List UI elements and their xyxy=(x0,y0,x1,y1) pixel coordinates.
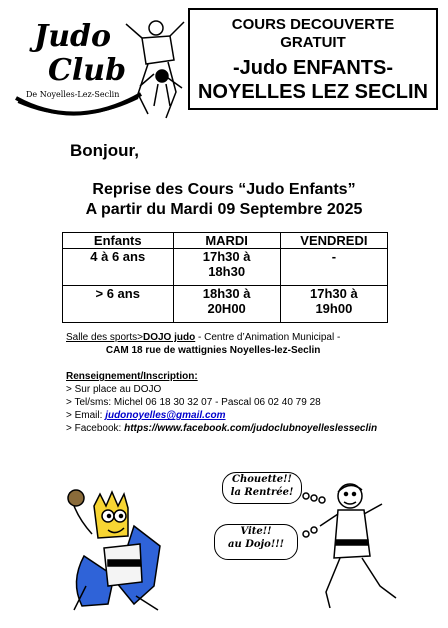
logo-word-judo: Judo xyxy=(34,19,111,54)
contact-email-line xyxy=(66,409,377,422)
mardi-start: 18h30 à xyxy=(202,286,251,301)
mardi-cell xyxy=(173,286,280,323)
bubble-1-line-1: Chouette!! xyxy=(232,474,292,485)
location-suffix: - Centre d’Animation Municipal - xyxy=(195,332,341,343)
header-enfants: Enfants xyxy=(63,233,174,249)
contact-block xyxy=(66,370,377,435)
reprise-line-2: A partir du Mardi 09 Septembre 2025 xyxy=(85,201,363,218)
speech-bubble-2 xyxy=(214,524,298,560)
cartoon-judoka-illustration xyxy=(300,476,410,616)
location-address: CAM 18 rue de wattignies Noyelles-lez-Seclin xyxy=(105,345,321,356)
header-mardi: MARDI xyxy=(173,233,280,249)
mardi-cell xyxy=(173,249,280,286)
logo-word-club: Club xyxy=(48,53,127,88)
location-dojo: DOJO judo xyxy=(143,332,196,343)
mardi-end: 18h30 xyxy=(208,264,246,279)
bubble-2-line-2: au Dojo!!! xyxy=(227,539,285,550)
judo-throw-illustration xyxy=(118,14,190,122)
email-prefix: > Email: xyxy=(66,410,106,421)
facebook-link[interactable]: https://www.facebook.com/judoclubnoyelleslesseclin xyxy=(124,423,378,434)
vendredi-start: 17h30 à xyxy=(310,286,358,301)
mardi-start: 17h30 à xyxy=(202,249,251,264)
contact-line-1: > Sur place au DOJO xyxy=(66,384,162,395)
email-link[interactable]: judonoyelles@gmail.com xyxy=(105,410,226,421)
location-block xyxy=(66,331,340,357)
mardi-end: 20H00 xyxy=(207,301,246,316)
greeting: Bonjour, xyxy=(70,141,139,160)
age-cell: 4 à 6 ans xyxy=(63,249,174,286)
contact-title: Renseignement/Inscription: xyxy=(66,371,198,382)
vendredi-cell xyxy=(280,286,387,323)
header-box xyxy=(188,8,438,110)
vendredi-end: 19h00 xyxy=(315,301,353,316)
header-line-4: NOYELLES LEZ SECLIN xyxy=(197,81,429,103)
bart-judo-illustration xyxy=(64,486,172,614)
logo-subtitle: De Noyelles-Lez-Seclin xyxy=(26,90,120,99)
reprise-announcement xyxy=(0,180,448,220)
facebook-prefix: > Facebook: xyxy=(66,423,125,434)
table-row xyxy=(63,249,388,286)
header-line-3: -Judo ENFANTS- xyxy=(233,57,393,79)
location-line xyxy=(66,331,340,344)
schedule-table xyxy=(62,232,388,323)
contact-line-2: > Tel/sms: Michel 06 18 30 32 07 - Pascal 06 02 40 79 28 xyxy=(66,397,321,408)
location-prefix: Salle des sports> xyxy=(66,332,143,343)
header-line-2: GRATUIT xyxy=(280,34,346,51)
contact-facebook-line xyxy=(66,422,377,435)
schedule-header-row xyxy=(63,233,388,249)
reprise-line-1: Reprise des Cours “Judo Enfants” xyxy=(92,181,356,198)
table-row xyxy=(63,286,388,323)
header-line-1: COURS DECOUVERTE xyxy=(231,16,395,33)
bubble-2-line-1: Vite!! xyxy=(240,526,272,537)
age-cell: > 6 ans xyxy=(63,286,174,323)
header-vendredi: VENDREDI xyxy=(280,233,387,249)
bubble-1-line-2: la Rentrée! xyxy=(230,487,294,498)
speech-bubble-1 xyxy=(222,472,302,504)
vendredi-cell xyxy=(280,249,387,286)
vendredi-start: - xyxy=(331,249,337,264)
